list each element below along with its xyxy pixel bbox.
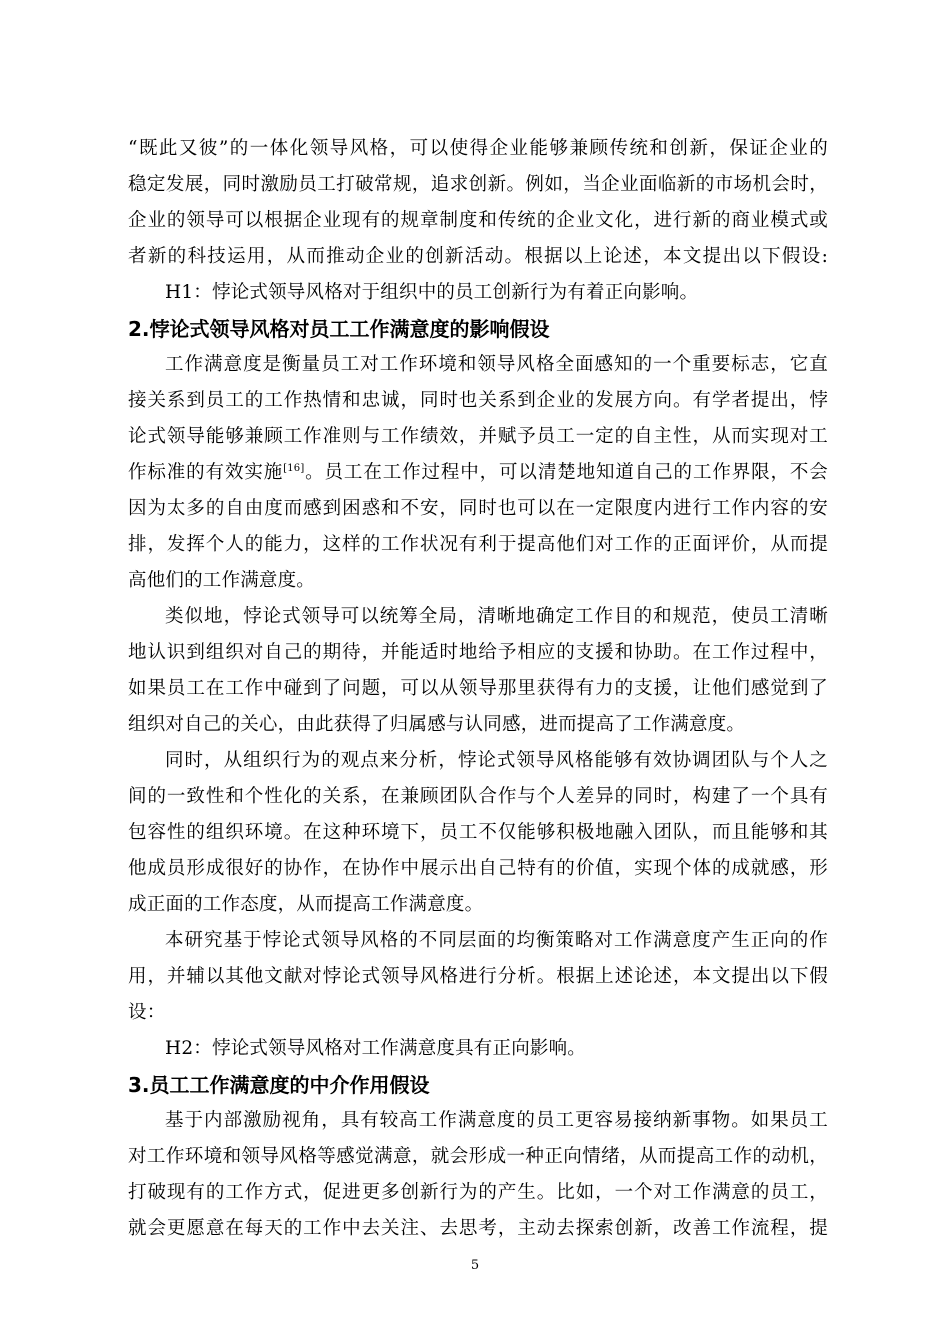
paragraph-line-with-citation: [128, 455, 828, 491]
paragraph-line: 类似地，悖论式领导可以统筹全局，清晰地确定工作目的和规范，使员工清晰: [165, 606, 828, 627]
paragraph-line: “既此又彼”的一体化领导风格，可以使得企业能够兼顾传统和创新，保证企业的: [128, 138, 828, 159]
paragraph-line: 间的一致性和个性化的关系，在兼顾团队合作与个人差异的同时，构建了一个具有: [128, 786, 828, 807]
paragraph-line: 地认识到组织对自己的期待，并能适时地给予相应的支援和协助。在工作过程中，: [128, 642, 828, 663]
text-segment: 作标准的有效实施: [128, 462, 284, 483]
paragraph-line: 企业的领导可以根据企业现有的规章制度和传统的企业文化，进行新的商业模式或: [128, 210, 828, 231]
paragraph-line: 成正面的工作态度，从而提高工作满意度。: [128, 894, 484, 915]
paragraph-line: 排，发挥个人的能力，这样的工作状况有利于提高他们对工作的正面评价，从而提: [128, 534, 828, 555]
paragraph-line: 组织对自己的关心，由此获得了归属感与认同感，进而提高了工作满意度。: [128, 714, 746, 735]
paragraph-line: 用，并辅以其他文献对悖论式领导风格进行分析。根据上述论述，本文提出以下假: [128, 966, 828, 987]
paragraph-line: 论式领导能够兼顾工作准则与工作绩效，并赋予员工一定的自主性，从而实现对工: [128, 426, 828, 447]
document-body: [128, 131, 828, 1247]
paragraph-line: 因为太多的自由度而感到困惑和不安，同时也可以在一定限度内进行工作内容的安: [128, 498, 828, 519]
paragraph-line: 稳定发展，同时激励员工打破常规，追求创新。例如，当企业面临新的市场机会时，: [128, 174, 828, 195]
paragraph-line: 包容性的组织环境。在这种环境下，员工不仅能够积极地融入团队，而且能够和其: [128, 822, 828, 843]
citation-marker: [16]: [283, 463, 305, 474]
paragraph-line: 设：: [128, 1002, 166, 1023]
hypothesis-h2: H2：悖论式领导风格对工作满意度具有正向影响。: [165, 1038, 587, 1059]
paragraph-line: 同时，从组织行为的观点来分析，悖论式领导风格能够有效协调团队与个人之: [165, 750, 828, 771]
paragraph-line: 就会更愿意在每天的工作中去关注、去思考，主动去探索创新，改善工作流程，提: [128, 1218, 828, 1239]
paragraph-line: 打破现有的工作方式，促进更多创新行为的产生。比如，一个对工作满意的员工，: [128, 1182, 828, 1203]
text-segment: 。员工在工作过程中，可以清楚地知道自己的工作界限，不会: [304, 462, 828, 483]
paragraph-line: 高他们的工作满意度。: [128, 570, 316, 591]
page-number: 5: [470, 1258, 480, 1273]
paragraph-line: 本研究基于悖论式领导风格的不同层面的均衡策略对工作满意度产生正向的作: [165, 930, 828, 951]
hypothesis-h1: H1：悖论式领导风格对于组织中的员工创新行为有着正向影响。: [165, 282, 699, 303]
paragraph-line: 对工作环境和领导风格等感觉满意，就会形成一种正向情绪，从而提高工作的动机，: [128, 1146, 828, 1167]
paragraph-line: 他成员形成很好的协作，在协作中展示出自己特有的价值，实现个体的成就感，形: [128, 858, 828, 879]
section-heading-2: 2.悖论式领导风格对员工工作满意度的影响假设: [128, 317, 550, 341]
paragraph-line: 接关系到员工的工作热情和忠诚，同时也关系到企业的发展方向。有学者提出，悖: [128, 390, 828, 411]
section-heading-3: 3.员工工作满意度的中介作用假设: [128, 1073, 430, 1097]
paragraph-line: 如果员工在工作中碰到了问题，可以从领导那里获得有力的支援，让他们感觉到了: [128, 678, 828, 699]
paragraph-line: 基于内部激励视角，具有较高工作满意度的员工更容易接纳新事物。如果员工: [165, 1110, 828, 1131]
paragraph-line: 者新的科技运用，从而推动企业的创新活动。根据以上论述，本文提出以下假设:: [128, 246, 828, 267]
paragraph-line: 工作满意度是衡量员工对工作环境和领导风格全面感知的一个重要标志，它直: [165, 354, 828, 375]
